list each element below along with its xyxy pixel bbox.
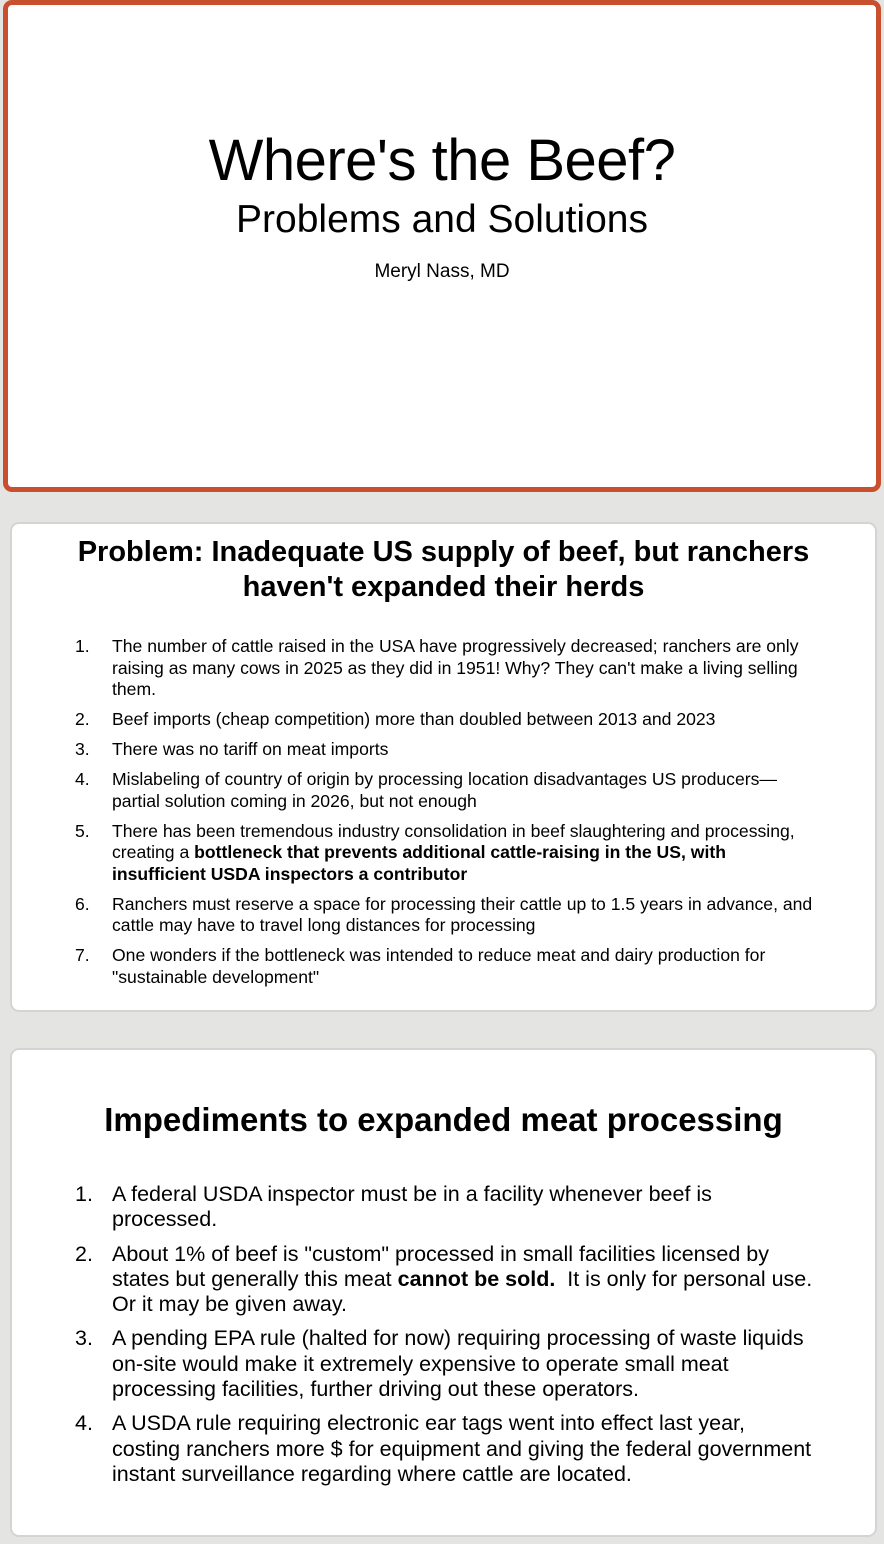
slide-thumbnail-3[interactable] xyxy=(10,1048,877,1537)
list-number: 5. xyxy=(75,820,90,841)
slide-thumbnail-2[interactable] xyxy=(10,522,877,1012)
list-item-text: One wonders if the bottleneck was intended to reduce meat and dairy production for "sustainable development" xyxy=(112,945,766,987)
slide-author: Meryl Nass, MD xyxy=(374,261,510,282)
list-number: 6. xyxy=(75,893,90,914)
list-number: 4. xyxy=(75,769,90,789)
slide-subtitle: Problems and Solutions xyxy=(236,198,648,241)
numbered-list xyxy=(12,636,875,997)
list-item xyxy=(12,894,875,937)
list-number: 1. xyxy=(75,636,90,656)
list-item-text: Mislabeling of country of origin by processing location disadvantages US producers—partial solution coming in 2026, but not enough xyxy=(112,769,778,811)
list-item-bold-text: bottleneck that prevents additional cattle-raising in the US, with insufficient USDA inspectors a contributor xyxy=(112,842,726,884)
list-item xyxy=(12,821,875,886)
heading-line: Problem: Inadequate US supply of beef, but ranchers xyxy=(77,536,810,568)
list-item xyxy=(12,1242,875,1318)
list-item-text: It is only for personal use. Or it may be given away. xyxy=(112,1266,825,1317)
slide-heading: Impediments to expanded meat processing xyxy=(104,1101,783,1138)
list-item xyxy=(12,709,875,731)
list-number: 3. xyxy=(75,739,90,759)
list-item xyxy=(12,769,875,812)
list-item-text: Beef imports (cheap competition) more than doubled between 2013 and 2023 xyxy=(112,709,716,729)
list-item xyxy=(12,1182,875,1233)
list-item-text: A USDA rule requiring electronic ear tags went into effect last year, costing ranchers more $ for equipment and giving the federal government instant surveillance regarding where cattle are located. xyxy=(112,1411,812,1486)
heading-line: haven't expanded their herds xyxy=(242,571,645,603)
list-item xyxy=(12,1411,875,1487)
list-item-text: The number of cattle raised in the USA have progressively decreased; ranchers are only raising as many cows in 2025 as they did in 1951! Why? They can't make a living selling them. xyxy=(112,636,799,699)
list-number: 3. xyxy=(75,1326,93,1351)
list-number: 7. xyxy=(75,945,90,965)
list-item-text: Ranchers must reserve a space for processing their cattle up to 1.5 years in advance, and cattle may have to travel long distances for processing xyxy=(112,893,813,935)
list-number: 2. xyxy=(75,1241,93,1266)
list-item xyxy=(12,739,875,761)
list-item-text: There was no tariff on meat imports xyxy=(112,739,389,759)
list-item-text: About 1% of beef is "custom" processed in small facilities licensed by states but generally this meat xyxy=(112,1241,769,1291)
slide-heading xyxy=(32,535,855,605)
list-number: 1. xyxy=(75,1182,93,1206)
list-number: 4. xyxy=(75,1411,93,1436)
slide-title: Where's the Beef? xyxy=(208,128,676,193)
list-item xyxy=(12,636,875,701)
slide-thumbnail-1[interactable] xyxy=(3,0,881,492)
list-item-text: There has been tremendous industry consolidation in beef slaughtering and processing, creating a xyxy=(112,820,795,862)
numbered-list xyxy=(12,1182,875,1496)
list-item-text: A pending EPA rule (halted for now) requiring processing of waste liquids on-site would make it extremely expensive to operate small meat processing facilities, further driving out these operators. xyxy=(112,1326,804,1402)
list-item-bold-text: cannot be sold. xyxy=(397,1266,556,1291)
list-item xyxy=(12,1326,875,1402)
list-item xyxy=(12,945,875,988)
list-number: 2. xyxy=(75,709,90,729)
list-item-text: A federal USDA inspector must be in a facility whenever beef is processed. xyxy=(112,1182,712,1232)
